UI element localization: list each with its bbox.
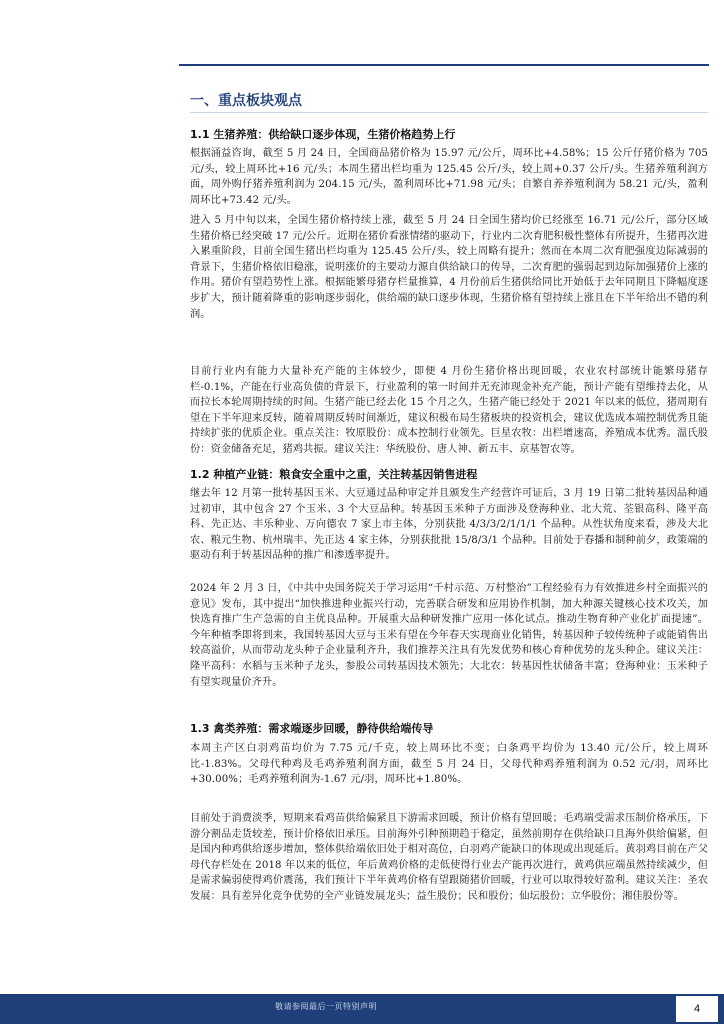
- subsection-heading-planting: 1.2 种植产业链：粮食安全重中之重，关注转基因销售进程: [190, 468, 478, 481]
- subsection-heading-poultry: 1.3 禽类养殖：需求端逐步回暖，静待供给端传导: [190, 722, 434, 735]
- paragraph-pig-prices: 根据涌益咨询，截至 5 月 24 日，全国商品猪价格为 15.97 元/公斤，周环比+4.58%；15 公斤仔猪价格为 705 元/头，较上周环比+16 元/头；本周生猪出栏均重为 125.45 公斤/头，较上周+0.37 公斤/头。生猪养殖利润方面，周外购仔猪养殖利润为 204.15 元/头，盈利周环比+71.98 元/头；自繁自养养殖利润为 58.21 元/头，盈利周环比+73.42 元/头。: [190, 148, 708, 206]
- top-rule: [179, 64, 709, 66]
- subsection-heading-pig-farming: 1.1 生猪养殖：供给缺口逐步体现，生猪价格趋势上行: [190, 128, 456, 141]
- paragraph-gmo-approval: 继去年 12 月第一批转基因玉米、大豆通过品种审定并且颁发生产经营许可证后，3 月 19 日第二批转基因品种通过初审，其中包含 27 个玉米、3 个大豆品种。转基因玉米种子方面涉及登海种业、北大荒、荃银高科、隆平高科、先正达、丰乐种业、万向德农 7 家上市主体，分别获批 4/3/3/2/1/1/1 个品种。从性状角度来看，涉及大北农、粮元生物、杭州瑞丰、先正达 4 家主体，分别获批批 15/8/3/1 个品种。目前处于春播和制种前夕，政策端的驱动有利于转基因品种的推广和渗透率提升。: [190, 488, 708, 562]
- paragraph-pig-outlook: 进入 5 月中旬以来，全国生猪价格持续上涨，截至 5 月 24 日全国生猪均价已经涨至 16.71 元/公斤，部分区域生猪价格已经突破 17 元/公斤。近期在猪价看涨情绪的驱动下，行业内二次育肥积极性整体有所提升，生猪再次进入累重阶段，目前全国生猪出栏均重为 125.45 公斤/头，较上周略有提升；然而在本周二次育肥强度边际减弱的背景下，生猪价格依旧稳涨，说明涨价的主要动力源自供给缺口的传导，二次育肥的强弱起到边际加强猪价上涨的作用。猪价有望趋势性上涨。根据能繁母猪存栏量推算，4 月份前后生猪供给同比开始低于去年同期且下降幅度逐步扩大，预计随着降重的影响逐步弱化，供给端的缺口逐步体现，生猪价格有望持续上涨且在下半年给出不错的利润。: [190, 215, 708, 320]
- paragraph-poultry-prices: 本周主产区白羽鸡苗均价为 7.75 元/千克，较上周环比不变；白条鸡平均价为 13.40 元/公斤，较上周环比-1.83%。父母代种鸡及毛鸡养殖利润方面，截至 5 月 24 日，父母代种鸡养殖利润为 0.52 元/羽，周环比+30.00%；毛鸡养殖利润为-1.67 元/羽，周环比+1.80%。: [190, 743, 708, 786]
- paragraph-poultry-outlook: 目前处于消费淡季，短期来看鸡苗供给偏紧且下游需求回暖，预计价格有望回暖；毛鸡端受需求压制价格承压，下游分割品走货较差，预计价格依旧承压。目前海外引种预期趋于稳定，虽然前期存在供给缺口且海外供给偏紧，但是国内种鸡供给逐步增加，整体供给端依旧处于相对高位，白羽鸡产能缺口的体现或出现延后。黄羽鸡目前在产父母代存栏处在 2018 年以来的低位，年后黄鸡价格的走低使得行业去产能再次进行，黄鸡供应端虽然持续减少，但是需求偏弱使得鸡价震荡，我们预计下半年黄鸡价格有望跟随猪价回暖，行业可以取得较好盈利。建议关注：圣农发展：具有差异化竞争优势的全产业链发展龙头；益生股份；民和股份；仙坛股份；立华股份；湘佳股份等。: [190, 813, 708, 902]
- section-title-underline: [190, 112, 708, 113]
- footer-disclaimer: 敬请参阅最后一页特别声明: [275, 1002, 377, 1011]
- page-number: 4: [676, 996, 718, 1022]
- paragraph-rural-policy: 2024 年 2 月 3 日，《中共中央国务院关于学习运用“千村示范、万村整治”工程经验有力有效推进乡村全面振兴的意见》发布，其中提出“加快推进种业振兴行动，完善联合研发和应用协作机制，加大种源关键核心技术攻关，加快选育推广生产急需的自主优良品种。开展重大品种研发推广应用一体化试点。推动生物育种产业化扩面提速”。今年种植季即将到来，我国转基因大豆与玉米有望在今年春天实现商业化销售，转基因种子较传统种子或能销售出较高溢价，从而带动龙头种子企业量利齐升，我们推荐关注具有先发优势和核心育种优势的龙头种企。建议关注：隆平高科：水稻与玉米种子龙头，参股公司转基因技术领先；大北农：转基因性状储备丰富；登海种业：玉米种子有望实现量价齐升。: [190, 583, 708, 688]
- section-title: 一、重点板块观点: [190, 93, 302, 109]
- paragraph-pig-capacity: 目前行业内有能力大量补充产能的主体较少，即便 4 月份生猪价格出现回暖，农业农村部统计能繁母猪存栏-0.1%，产能在行业高负债的背景下，行业盈利的第一时间并无充沛现金补充产能，预计产能有望维持去化，从而拉长本轮周期持续的时间。生猪产能已经去化 15 个月之久，生猪产能已经处于 2021 年以来的低位，猪周期有望在下半年迎来反转，随着周期反转时间渐近，建议积极布局生猪板块的投资机会，建议优选成本端控制优秀且能持续扩张的优质企业。重点关注：牧原股份：成本控制行业领先。巨星农牧：出栏增速高，养殖成本优秀。温氏股份：资金储备充足，猪鸡共振。建议关注：华统股份、唐人神、新五丰、京基智农等。: [190, 366, 708, 455]
